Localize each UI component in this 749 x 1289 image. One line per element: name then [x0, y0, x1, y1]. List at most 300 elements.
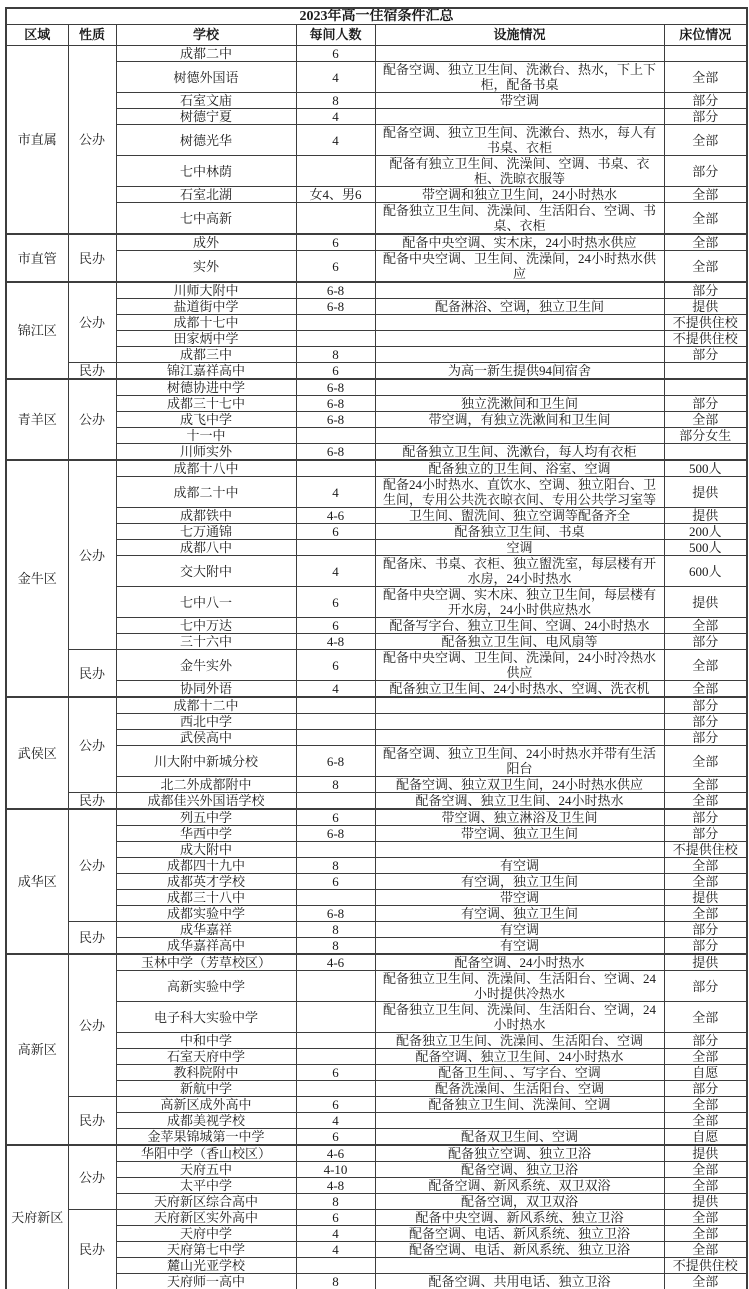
per-room-cell: 4 [296, 62, 375, 93]
table-row [6, 971, 747, 1002]
per-room-cell: 6-8 [296, 299, 375, 315]
per-room-cell: 6-8 [296, 444, 375, 461]
table-row [6, 299, 747, 315]
table-title: 2023年高一住宿条件汇总 [6, 8, 747, 25]
facilities-cell: 有空调 [375, 938, 664, 955]
facilities-cell: 配备独立卫生间、洗澡间、生活阳台、空调、24小时提供冷热水 [375, 971, 664, 1002]
per-room-cell [296, 156, 375, 187]
table-row [6, 777, 747, 793]
beds-cell: 提供 [664, 508, 747, 524]
column-header-ownership: 性质 [68, 25, 116, 46]
table-row [6, 587, 747, 618]
beds-cell: 全部 [664, 62, 747, 93]
table-row [6, 874, 747, 890]
per-room-cell [296, 428, 375, 444]
beds-cell: 部分 [664, 971, 747, 1002]
facilities-cell: 配备空调、电话、新风系统、独立卫浴 [375, 1242, 664, 1258]
per-room-cell: 4-6 [296, 954, 375, 971]
table-row [6, 1274, 747, 1289]
beds-cell: 全部 [664, 1178, 747, 1194]
per-room-cell: 6 [296, 1097, 375, 1113]
facilities-cell: 配备中央空调、实木床，24小时热水供应 [375, 234, 664, 251]
facilities-cell: 带空调，有独立洗漱间和卫生间 [375, 412, 664, 428]
ownership-cell: 民办 [68, 1097, 116, 1146]
facilities-cell [375, 428, 664, 444]
facilities-cell: 配备中央空调、卫生间、洗澡间，24小时冷热水供应 [375, 650, 664, 681]
beds-cell: 全部 [664, 203, 747, 235]
table-row [6, 681, 747, 698]
per-room-cell: 4 [296, 1226, 375, 1242]
beds-cell: 自愿 [664, 1129, 747, 1146]
ownership-cell: 公办 [68, 697, 116, 793]
region-cell: 金牛区 [6, 460, 68, 697]
table-row [6, 315, 747, 331]
school-cell: 天府师一高中 [116, 1274, 296, 1289]
school-cell: 武侯高中 [116, 730, 296, 746]
table-row [6, 524, 747, 540]
table-row [6, 1162, 747, 1178]
beds-cell: 全部 [664, 234, 747, 251]
facilities-cell: 配备独立卫生间、洗澡间、生活阳台、空调 [375, 1033, 664, 1049]
table-row [6, 890, 747, 906]
beds-cell: 全部 [664, 1113, 747, 1129]
beds-cell: 部分 [664, 634, 747, 650]
per-room-cell [296, 971, 375, 1002]
school-cell: 列五中学 [116, 809, 296, 826]
beds-cell: 全部 [664, 1274, 747, 1289]
per-room-cell: 8 [296, 938, 375, 955]
facilities-cell: 配备空调、独立卫生间、24小时热水并带有生活阳台 [375, 746, 664, 777]
per-room-cell: 6 [296, 363, 375, 380]
table-row [6, 1081, 747, 1097]
per-room-cell: 6-8 [296, 379, 375, 396]
facilities-cell: 带空调、独立卫生间 [375, 826, 664, 842]
per-room-cell: 4 [296, 125, 375, 156]
beds-cell: 部分 [664, 697, 747, 714]
school-cell: 协同外语 [116, 681, 296, 698]
table-row [6, 1242, 747, 1258]
per-room-cell: 4-6 [296, 1145, 375, 1162]
school-cell: 成都十七中 [116, 315, 296, 331]
per-room-cell [296, 540, 375, 556]
per-room-cell [296, 1081, 375, 1097]
table-row [6, 1226, 747, 1242]
table-row [6, 109, 747, 125]
beds-cell: 部分 [664, 826, 747, 842]
school-cell: 成都实验中学 [116, 906, 296, 922]
per-room-cell: 4 [296, 477, 375, 508]
facilities-cell: 带空调 [375, 93, 664, 109]
facilities-cell: 带空调、独立淋浴及卫生间 [375, 809, 664, 826]
beds-cell: 部分 [664, 396, 747, 412]
beds-cell: 不提供住校 [664, 1258, 747, 1274]
beds-cell: 部分 [664, 922, 747, 938]
table-row [6, 46, 747, 62]
per-room-cell: 4 [296, 556, 375, 587]
school-cell: 十一中 [116, 428, 296, 444]
table-row [6, 1002, 747, 1033]
facilities-cell: 配备空调、独立卫生间、24小时热水 [375, 793, 664, 810]
facilities-cell: 卫生间、盥洗间、独立空调等配备齐全 [375, 508, 664, 524]
per-room-cell: 6-8 [296, 746, 375, 777]
beds-cell: 部分 [664, 109, 747, 125]
beds-cell: 部分 [664, 938, 747, 955]
per-room-cell: 4-8 [296, 1178, 375, 1194]
school-cell: 成都铁中 [116, 508, 296, 524]
table-row [6, 396, 747, 412]
facilities-cell [375, 714, 664, 730]
per-room-cell: 4 [296, 109, 375, 125]
facilities-cell: 配备空调、电话、新风系统、独立卫浴 [375, 1226, 664, 1242]
school-cell: 高新区成外高中 [116, 1097, 296, 1113]
beds-cell: 600人 [664, 556, 747, 587]
table-row [6, 363, 747, 380]
school-cell: 石室天府中学 [116, 1049, 296, 1065]
per-room-cell: 8 [296, 1274, 375, 1289]
facilities-cell [375, 315, 664, 331]
beds-cell: 全部 [664, 650, 747, 681]
facilities-cell [375, 379, 664, 396]
per-room-cell: 6 [296, 874, 375, 890]
per-room-cell: 6 [296, 809, 375, 826]
facilities-cell [375, 1113, 664, 1129]
table-row [6, 428, 747, 444]
beds-cell: 全部 [664, 618, 747, 634]
facilities-cell: 配备中央空调、实木床、独立卫生间，每层楼有开水房，24小时供应热水 [375, 587, 664, 618]
per-room-cell: 4 [296, 1113, 375, 1129]
per-room-cell [296, 714, 375, 730]
per-room-cell: 6 [296, 1210, 375, 1226]
beds-cell [664, 444, 747, 461]
per-room-cell: 8 [296, 858, 375, 874]
per-room-cell: 6-8 [296, 826, 375, 842]
facilities-cell: 带空调和独立卫生间，24小时热水 [375, 187, 664, 203]
facilities-cell [375, 842, 664, 858]
region-cell: 天府新区 [6, 1145, 68, 1289]
per-room-cell: 6-8 [296, 412, 375, 428]
beds-cell: 全部 [664, 251, 747, 283]
beds-cell: 部分 [664, 347, 747, 363]
table-row [6, 477, 747, 508]
school-cell: 成都三十七中 [116, 396, 296, 412]
ownership-cell: 公办 [68, 46, 116, 235]
facilities-cell [375, 730, 664, 746]
table-row [6, 922, 747, 938]
per-room-cell: 6 [296, 524, 375, 540]
per-room-cell: 8 [296, 777, 375, 793]
facilities-cell: 配备独立卫生间、24小时热水、空调、洗衣机 [375, 681, 664, 698]
beds-cell: 全部 [664, 412, 747, 428]
facilities-cell: 配备独立的卫生间、浴室、空调 [375, 460, 664, 477]
school-cell: 天府新区综合高中 [116, 1194, 296, 1210]
facilities-cell [375, 282, 664, 299]
facilities-cell: 有空调 [375, 858, 664, 874]
school-cell: 实外 [116, 251, 296, 283]
facilities-cell: 配备空调、独立卫生间、洗漱台、热水，每人有书桌、衣柜 [375, 125, 664, 156]
school-cell: 金苹果锦城第一中学 [116, 1129, 296, 1146]
table-title-row [6, 8, 747, 25]
column-header-facilities: 设施情况 [375, 25, 664, 46]
facilities-cell: 有空调，独立卫生间 [375, 874, 664, 890]
facilities-cell [375, 1258, 664, 1274]
table-row [6, 697, 747, 714]
facilities-cell: 配备空调、独立卫浴 [375, 1162, 664, 1178]
facilities-cell: 配备独立卫生间、电风扇等 [375, 634, 664, 650]
beds-cell: 不提供住校 [664, 842, 747, 858]
ownership-cell: 公办 [68, 460, 116, 650]
school-cell: 天府新区实外高中 [116, 1210, 296, 1226]
beds-cell: 不提供住校 [664, 331, 747, 347]
beds-cell [664, 363, 747, 380]
school-cell: 成华嘉祥高中 [116, 938, 296, 955]
per-room-cell: 6 [296, 618, 375, 634]
beds-cell: 部分 [664, 730, 747, 746]
beds-cell: 全部 [664, 1162, 747, 1178]
per-room-cell [296, 730, 375, 746]
facilities-cell: 配备独立卫生间、洗澡间、空调 [375, 1097, 664, 1113]
school-cell: 成都佳兴外国语学校 [116, 793, 296, 810]
per-room-cell: 8 [296, 93, 375, 109]
per-room-cell: 4-10 [296, 1162, 375, 1178]
beds-cell: 全部 [664, 1049, 747, 1065]
beds-cell: 提供 [664, 477, 747, 508]
beds-cell: 提供 [664, 890, 747, 906]
beds-cell: 提供 [664, 587, 747, 618]
school-cell: 七万通锦 [116, 524, 296, 540]
school-cell: 锦江嘉祥高中 [116, 363, 296, 380]
school-cell: 成飞中学 [116, 412, 296, 428]
school-cell: 高新实验中学 [116, 971, 296, 1002]
facilities-cell: 配备空调、独立卫生间、洗漱台、热水，下上下柜，配备书桌 [375, 62, 664, 93]
column-header-beds: 床位情况 [664, 25, 747, 46]
school-cell: 树德协进中学 [116, 379, 296, 396]
school-cell: 田家炳中学 [116, 331, 296, 347]
school-cell: 成都八中 [116, 540, 296, 556]
per-room-cell: 6 [296, 251, 375, 283]
beds-cell: 全部 [664, 858, 747, 874]
table-row [6, 1178, 747, 1194]
beds-cell: 提供 [664, 1145, 747, 1162]
school-cell: 七中林荫 [116, 156, 296, 187]
beds-cell: 全部 [664, 793, 747, 810]
per-room-cell [296, 1049, 375, 1065]
column-header-school: 学校 [116, 25, 296, 46]
school-cell: 成都四十九中 [116, 858, 296, 874]
school-cell: 成都十二中 [116, 697, 296, 714]
school-cell: 华西中学 [116, 826, 296, 842]
table-row [6, 234, 747, 251]
facilities-cell: 配备独立空调、独立卫浴 [375, 1145, 664, 1162]
table-row [6, 1210, 747, 1226]
region-cell: 青羊区 [6, 379, 68, 460]
beds-cell: 部分 [664, 156, 747, 187]
school-cell: 成都美视学校 [116, 1113, 296, 1129]
school-cell: 七中万达 [116, 618, 296, 634]
per-room-cell [296, 331, 375, 347]
per-room-cell: 6-8 [296, 396, 375, 412]
beds-cell [664, 46, 747, 62]
table-row [6, 203, 747, 235]
school-cell: 华阳中学（香山校区） [116, 1145, 296, 1162]
per-room-cell [296, 842, 375, 858]
table-row [6, 938, 747, 955]
beds-cell: 部分女生 [664, 428, 747, 444]
facilities-cell: 空调 [375, 540, 664, 556]
beds-cell: 200人 [664, 524, 747, 540]
per-room-cell: 4 [296, 1242, 375, 1258]
per-room-cell [296, 315, 375, 331]
beds-cell: 提供 [664, 1194, 747, 1210]
ownership-cell: 民办 [68, 234, 116, 282]
school-cell: 成华嘉祥 [116, 922, 296, 938]
beds-cell: 全部 [664, 187, 747, 203]
beds-cell: 不提供住校 [664, 315, 747, 331]
school-cell: 川师实外 [116, 444, 296, 461]
beds-cell [664, 379, 747, 396]
table-row [6, 1033, 747, 1049]
table-row [6, 1258, 747, 1274]
table-row [6, 746, 747, 777]
facilities-cell: 配备独立卫生间、洗漱台，每人均有衣柜 [375, 444, 664, 461]
per-room-cell: 8 [296, 922, 375, 938]
facilities-cell: 配备淋浴、空调，独立卫生间 [375, 299, 664, 315]
per-room-cell [296, 697, 375, 714]
per-room-cell [296, 460, 375, 477]
table-row [6, 62, 747, 93]
ownership-cell: 公办 [68, 1145, 116, 1210]
region-cell: 成华区 [6, 809, 68, 954]
per-room-cell [296, 1258, 375, 1274]
facilities-cell: 有空调、独立卫生间 [375, 906, 664, 922]
school-cell: 新航中学 [116, 1081, 296, 1097]
facilities-cell [375, 109, 664, 125]
per-room-cell: 6-8 [296, 282, 375, 299]
facilities-cell: 配备中央空调、卫生间、洗澡间，24小时热水供应 [375, 251, 664, 283]
school-cell: 成都三中 [116, 347, 296, 363]
school-cell: 成都二十中 [116, 477, 296, 508]
school-cell: 太平中学 [116, 1178, 296, 1194]
beds-cell: 全部 [664, 1226, 747, 1242]
table-row [6, 251, 747, 283]
per-room-cell: 6 [296, 234, 375, 251]
school-cell: 三十六中 [116, 634, 296, 650]
table-row [6, 556, 747, 587]
per-room-cell [296, 793, 375, 810]
ownership-cell: 公办 [68, 954, 116, 1097]
region-cell: 高新区 [6, 954, 68, 1145]
per-room-cell: 女4、男6 [296, 187, 375, 203]
table-header-row [6, 25, 747, 46]
table-row [6, 954, 747, 971]
column-header-per-room: 每间人数 [296, 25, 375, 46]
table-row [6, 1145, 747, 1162]
school-cell: 麓山光亚学校 [116, 1258, 296, 1274]
per-room-cell [296, 203, 375, 235]
facilities-cell: 配备独立卫生间、书桌 [375, 524, 664, 540]
beds-cell: 全部 [664, 777, 747, 793]
table-row [6, 1194, 747, 1210]
facilities-cell: 配备有独立卫生间、洗澡间、空调、书桌、衣柜、洗晾衣服等 [375, 156, 664, 187]
ownership-cell: 公办 [68, 809, 116, 922]
table-row [6, 730, 747, 746]
table-row [6, 1113, 747, 1129]
ownership-cell: 公办 [68, 379, 116, 460]
table-row [6, 842, 747, 858]
beds-cell: 全部 [664, 1210, 747, 1226]
school-cell: 教科院附中 [116, 1065, 296, 1081]
facilities-cell: 配备洗澡间、生活阳台、空调 [375, 1081, 664, 1097]
facilities-cell [375, 697, 664, 714]
school-cell: 金牛实外 [116, 650, 296, 681]
beds-cell: 部分 [664, 93, 747, 109]
facilities-cell: 独立洗漱间和卫生间 [375, 396, 664, 412]
region-cell: 市直管 [6, 234, 68, 282]
table-row [6, 187, 747, 203]
table-row [6, 125, 747, 156]
per-room-cell: 8 [296, 347, 375, 363]
school-cell: 树德外国语 [116, 62, 296, 93]
ownership-cell: 民办 [68, 922, 116, 955]
facilities-cell: 配备双卫生间、空调 [375, 1129, 664, 1146]
beds-cell: 部分 [664, 714, 747, 730]
per-room-cell: 6 [296, 650, 375, 681]
facilities-cell [375, 46, 664, 62]
facilities-cell: 带空调 [375, 890, 664, 906]
school-cell: 石室北湖 [116, 187, 296, 203]
table-row [6, 93, 747, 109]
beds-cell: 部分 [664, 282, 747, 299]
per-room-cell: 6 [296, 587, 375, 618]
beds-cell: 部分 [664, 1081, 747, 1097]
beds-cell: 部分 [664, 809, 747, 826]
table-row [6, 650, 747, 681]
school-cell: 交大附中 [116, 556, 296, 587]
per-room-cell [296, 1002, 375, 1033]
school-cell: 七中八一 [116, 587, 296, 618]
facilities-cell: 配备空调、24小时热水 [375, 954, 664, 971]
table-row [6, 460, 747, 477]
beds-cell: 全部 [664, 125, 747, 156]
school-cell: 成都二中 [116, 46, 296, 62]
table-row [6, 714, 747, 730]
per-room-cell [296, 1033, 375, 1049]
ownership-cell: 民办 [68, 650, 116, 698]
table-row [6, 1065, 747, 1081]
facilities-cell: 有空调 [375, 922, 664, 938]
facilities-cell: 配备独立卫生间、洗澡间、生活阳台、空调，24小时热水 [375, 1002, 664, 1033]
facilities-cell: 配备空调、共用电话、独立卫浴 [375, 1274, 664, 1289]
ownership-cell: 民办 [68, 363, 116, 380]
beds-cell: 全部 [664, 1097, 747, 1113]
per-room-cell: 6 [296, 46, 375, 62]
per-room-cell: 6-8 [296, 906, 375, 922]
facilities-cell: 配备中央空调、新风系统、独立卫浴 [375, 1210, 664, 1226]
column-header-region: 区域 [6, 25, 68, 46]
school-cell: 成都英才学校 [116, 874, 296, 890]
school-cell: 天府第七中学 [116, 1242, 296, 1258]
table-row [6, 906, 747, 922]
beds-cell: 提供 [664, 954, 747, 971]
per-room-cell [296, 890, 375, 906]
beds-cell: 全部 [664, 874, 747, 890]
per-room-cell: 4-6 [296, 508, 375, 524]
table-row [6, 1129, 747, 1146]
school-cell: 树德光华 [116, 125, 296, 156]
table-row [6, 331, 747, 347]
facilities-cell [375, 347, 664, 363]
school-cell: 天府中学 [116, 1226, 296, 1242]
table-row [6, 282, 747, 299]
